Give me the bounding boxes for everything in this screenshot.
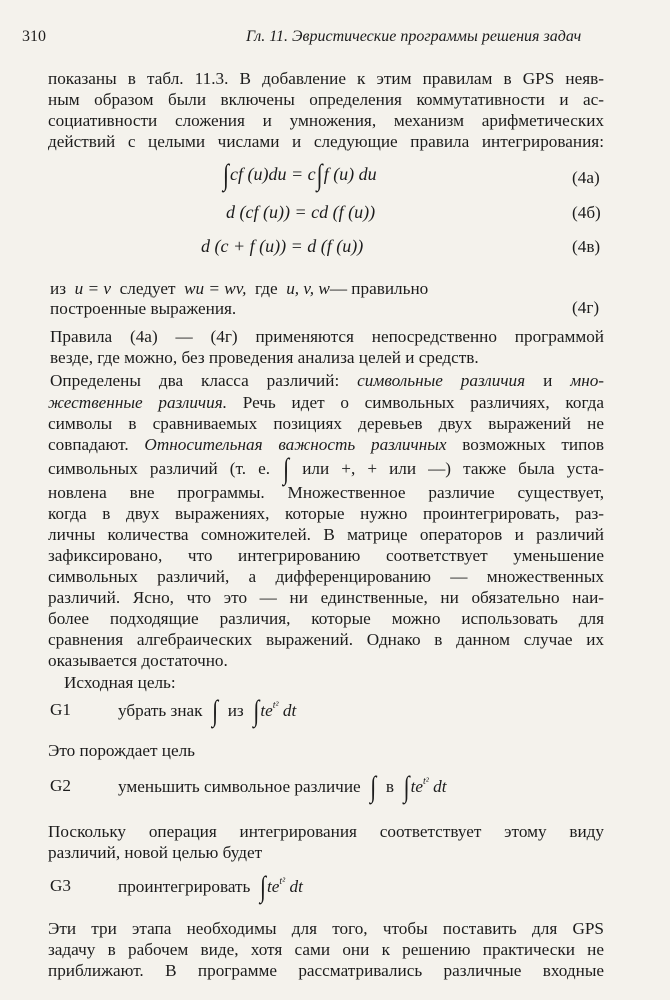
goal-g2-text [118,769,447,804]
diff-line-14: оказывается достаточно. [48,651,228,670]
g2-dt: dt [433,777,447,796]
diff-line-5 [48,451,605,486]
intro-line-3: социативности сложения и умножения, механизм арифметических [48,111,604,130]
diff-line-12: более подходящие различия, которые можно использовать для [48,609,604,628]
closing-line-1: Эти три этапа необходимы для того, чтобы поставить для GPS [48,919,604,938]
since-line-1: Поскольку операция интегрирования соответствует этому виду [48,822,604,841]
eq4d-math-1: u = v [74,279,112,298]
equation-4d-number: (4г) [572,298,600,317]
g2-exponent: t² [423,776,429,787]
diff-line-11: различий. Ясно, что это — ни единственные, ни обязательно наи- [48,588,604,607]
integral-sign: ∫ [283,451,290,486]
diff-l4-a: совпадают. [48,435,129,454]
diff-l1-b: символьные различия [357,371,526,390]
equation-4d-line-1 [50,278,428,299]
g3-dt: dt [289,877,303,896]
since-line-2: различий, новой целью будет [48,843,263,862]
diff-l5-a: символьных различий (т. е. [48,459,271,478]
eq4d-math-2: wu = wv, [184,279,247,298]
diff-line-13: сравнения алгебраических выражений. Однако в данном случае их [48,630,604,649]
page-number: 310 [22,28,46,45]
integral-sign: ∫ [316,157,323,192]
intro-line-4: действий с целыми числами и следующие правила интегрирования: [48,132,604,151]
diff-line-1 [50,370,604,391]
diff-line-9: зафиксировано, что интегрированию соответствует уменьшение [48,546,604,565]
goal-g2-label: G2 [50,776,72,795]
equation-4a-left: cf (u)du = c [230,164,316,184]
running-title: Гл. 11. Эвристические программы решения задач [246,28,582,45]
produces-line: Это порождает цель [48,741,195,760]
equation-4b-number: (4б) [572,203,601,222]
equation-4d-line-2: построенные выражения. [50,299,237,318]
diff-l4-b: Относительная важность различных [144,435,447,454]
diff-l1-a: Определены два класса различий: [50,371,340,390]
equation-4b: d (cf (u)) = cd (f (u)) [226,202,376,222]
intro-line-1: показаны в табл. 11.3. В добавление к этим правилам в GPS неяв- [48,69,604,88]
integral-sign: ∫ [259,869,266,904]
eq4d-vars: u, v, w [286,279,330,298]
diff-line-2 [48,392,604,413]
diff-line-4 [48,434,604,455]
g1-integrand: te [260,701,273,720]
equation-4c-number: (4в) [572,237,601,256]
diff-l1-d: мно- [570,371,605,390]
diff-line-10: символьных различий, а дифференцированию — множественных [48,567,604,586]
g2-integrand: te [410,777,424,796]
diff-line-8: личны количества сомножителей. В матрице операторов и различий [48,525,604,544]
diff-l5-b: или +, + или —) также была уста- [302,459,605,478]
g2-text-b: в [385,777,394,796]
integral-sign: ∫ [403,769,410,804]
goal-g3-text [118,869,303,904]
equation-4a [222,157,377,192]
g3-integrand: te [267,877,280,896]
integral-sign: ∫ [223,157,230,192]
g3-exponent: t² [279,876,286,887]
g1-text-a: убрать знак [118,701,203,720]
goal-g1-text [118,693,297,728]
g1-text-b: из [227,701,244,720]
closing-line-3: приближают. В программе рассматривались различные входные [48,961,604,980]
eq4d-mid-2: где [255,279,278,298]
diff-l2-a: жественные различия. [48,393,227,412]
g1-dt: dt [282,701,297,720]
intro-line-2: ным образом были включены определения коммутативности и ас- [48,90,604,109]
integral-sign: ∫ [253,693,260,728]
equation-4a-right: f (u) du [323,164,377,184]
g2-text-a: уменьшить символьное различие [118,777,361,796]
g1-exponent: t² [272,700,279,711]
integral-sign: ∫ [370,769,377,804]
initial-goal-label: Исходная цель: [64,673,176,692]
equation-4a-number: (4а) [572,168,600,187]
goal-g3-label: G3 [50,876,72,895]
rules-line-1: Правила (4а) — (4г) применяются непосредственно программой [50,327,604,346]
eq4d-prefix: из [50,279,66,298]
g3-text-a: проинтегрировать [118,877,251,896]
diff-l1-c: и [543,371,553,390]
eq4d-mid: следует [119,279,176,298]
rules-line-2: везде, где можно, без проведения анализа целей и средств. [50,348,479,367]
eq4d-tail: — правильно [329,279,429,298]
diff-l4-c: возможных типов [462,435,605,454]
goal-g1-label: G1 [50,700,72,719]
equation-4c: d (c + f (u)) = d (f (u)) [201,236,364,256]
diff-line-6: новлена вне программы. Множественное различие существует, [48,483,604,502]
diff-line-7: когда в двух выражениях, которые нужно проинтегрировать, раз- [48,504,604,523]
closing-line-2: задачу в рабочем виде, хотя сами они к решению практически не [48,940,604,959]
diff-line-3: символы в сравниваемых позициях деревьев двух выражений не [48,414,604,433]
diff-l2-b: Речь идет о символьных различиях, когда [242,393,605,412]
integral-sign: ∫ [212,693,219,728]
